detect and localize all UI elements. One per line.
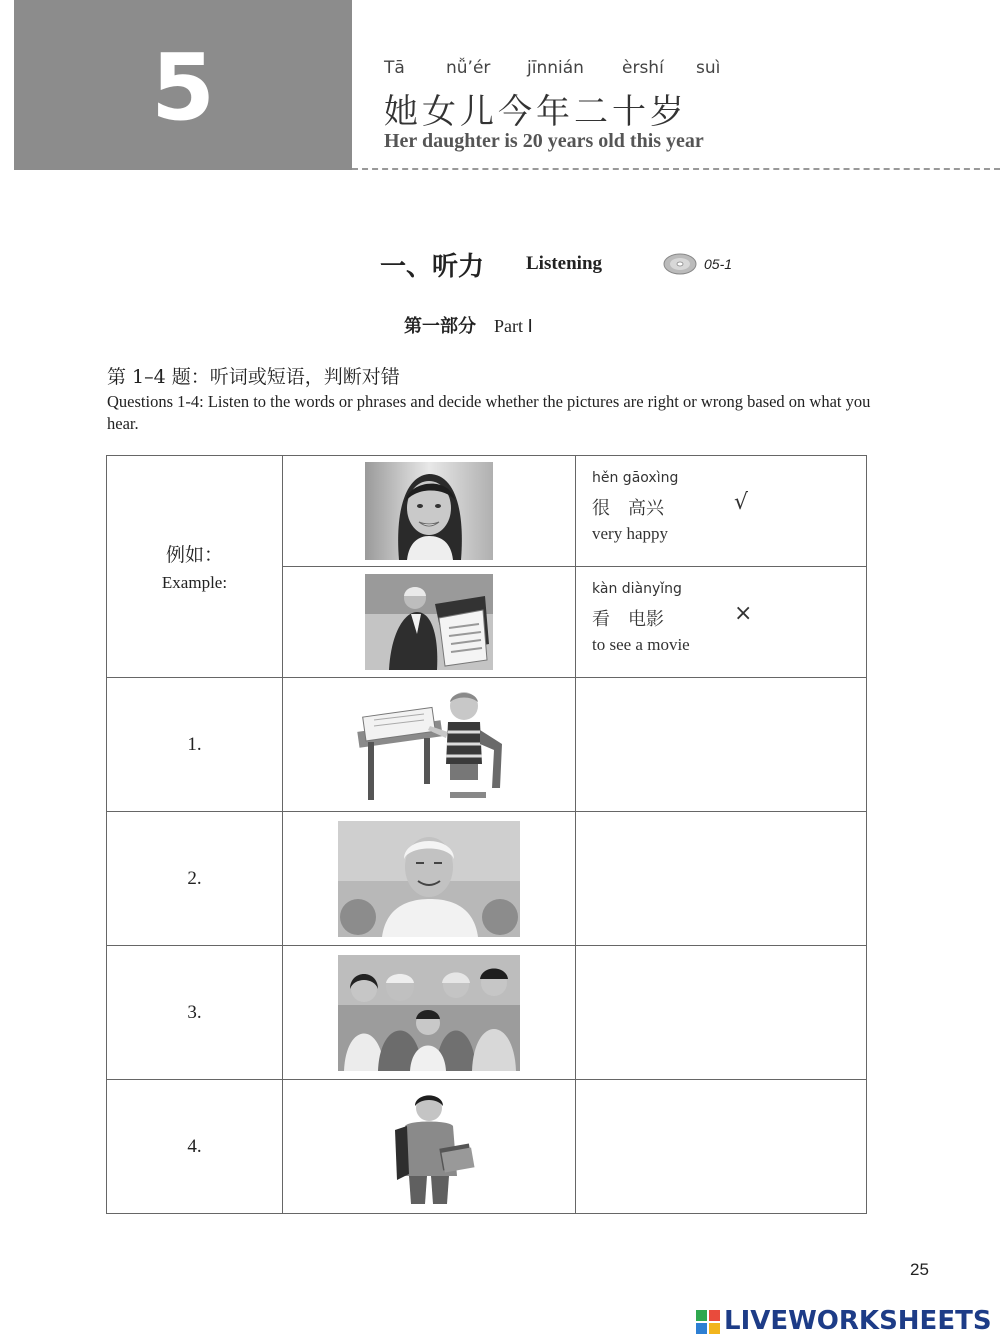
- example-answer-cell: [576, 567, 867, 678]
- header-divider: [352, 168, 1000, 170]
- smiling-girl-photo: [365, 462, 493, 560]
- page-number: 25: [910, 1260, 929, 1279]
- question-row: [107, 678, 867, 812]
- audio-cd-icon[interactable]: [662, 252, 698, 276]
- instructions-en: Questions 1-4: Listen to the words or phrases and decide whether the pictures are right or wrong based on what you hear.: [107, 392, 871, 433]
- section-title-cn: 一、听力: [380, 252, 485, 282]
- question-number: 2.: [187, 867, 202, 889]
- example-answer-cn: 很 高兴: [592, 498, 664, 519]
- question-row: [107, 812, 867, 946]
- question-picture-cell: [283, 946, 576, 1080]
- lesson-number: 5: [150, 34, 215, 141]
- answer-cell[interactable]: [576, 946, 867, 1080]
- instructions-cn: 第 1–4 题：听词或短语，判断对错: [107, 366, 400, 388]
- answer-cell[interactable]: [576, 678, 867, 812]
- boy-at-desk-photo: [354, 688, 504, 802]
- question-number-cell: [107, 678, 283, 812]
- question-number: 4.: [187, 1135, 202, 1157]
- example-label-cell: [107, 456, 283, 678]
- example-row: [107, 456, 867, 567]
- pinyin-word: jīnnián: [527, 58, 584, 78]
- questions-table: [106, 455, 867, 1214]
- example-answer-en: to see a movie: [592, 635, 690, 654]
- question-number-cell: [107, 812, 283, 946]
- question-row: [107, 946, 867, 1080]
- answer-cell[interactable]: [576, 812, 867, 946]
- lesson-title-cn: 她女儿今年二十岁: [384, 92, 688, 132]
- question-picture-cell: [283, 1080, 576, 1214]
- pinyin-word: èrshí: [622, 58, 664, 78]
- section-heading: [380, 246, 733, 283]
- lesson-header-box: [14, 0, 352, 170]
- audio-track-number: 05-1: [704, 256, 733, 272]
- part-heading: [404, 312, 533, 338]
- question-number: 3.: [187, 1001, 202, 1023]
- cross-mark-icon: ×: [734, 601, 753, 626]
- lesson-title-en: Her daughter is 20 years old this year: [384, 130, 704, 152]
- question-number-cell: [107, 946, 283, 1080]
- example-answer-cn: 看 电影: [592, 609, 664, 630]
- pinyin-word: Tā: [384, 58, 405, 78]
- answer-cell[interactable]: [576, 1080, 867, 1214]
- question-picture-cell: [283, 812, 576, 946]
- student-with-backpack-photo: [379, 1090, 479, 1204]
- example-answer-pinyin: hěn gāoxìng: [592, 470, 679, 486]
- man-reading-photo: [365, 574, 493, 670]
- pinyin-word: nǚ’ér: [446, 58, 491, 78]
- part-title-cn: 第一部分: [404, 316, 476, 337]
- question-picture-cell: [283, 678, 576, 812]
- family-photo: [338, 955, 520, 1071]
- question-row: [107, 1080, 867, 1214]
- example-picture-cell: [283, 567, 576, 678]
- example-answer-pinyin: kàn diànyǐng: [592, 581, 682, 597]
- liveworksheets-wordmark: LIVEWORKSHEETS: [724, 1306, 992, 1336]
- elderly-man-photo: [338, 821, 520, 937]
- pinyin-word: suì: [696, 58, 721, 78]
- example-picture-cell: [283, 456, 576, 567]
- part-title-en: Part Ⅰ: [494, 316, 533, 336]
- question-number: 1.: [187, 733, 202, 755]
- example-answer-en: very happy: [592, 524, 669, 543]
- liveworksheets-logo-icon: [696, 1310, 720, 1334]
- example-label-cn: 例如：: [165, 544, 223, 566]
- example-answer-cell: [576, 456, 867, 567]
- section-title-en: Listening: [526, 253, 603, 274]
- question-number-cell: [107, 1080, 283, 1214]
- example-label-en: Example:: [161, 573, 228, 592]
- check-mark-icon: √: [734, 490, 749, 515]
